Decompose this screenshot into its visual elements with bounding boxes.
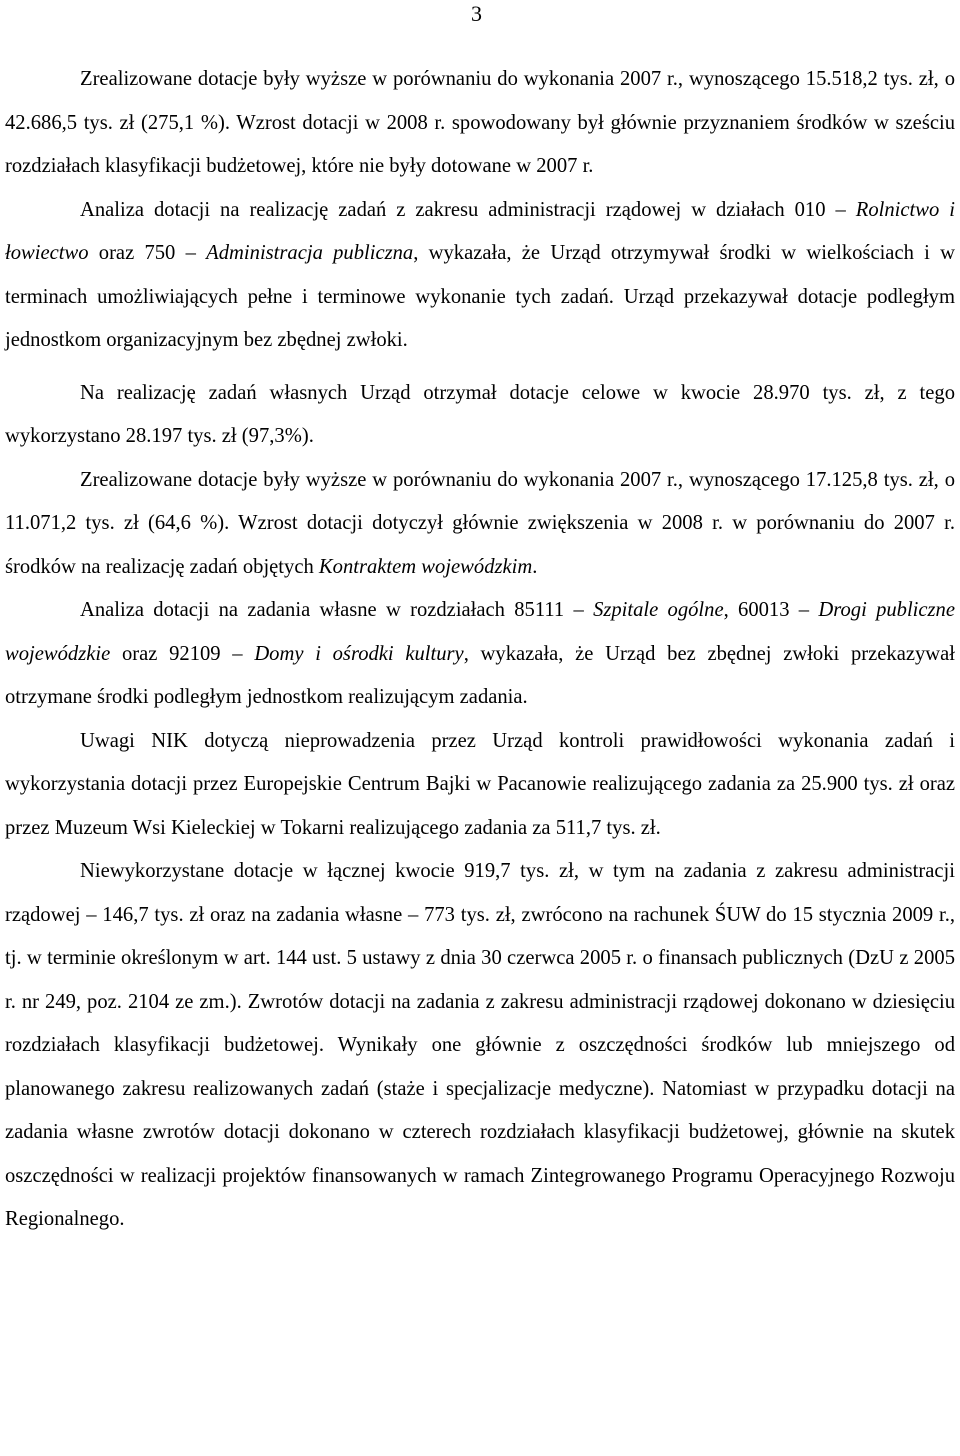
paragraph-2-text-c: oraz 750 – (88, 242, 207, 264)
paragraph-2-italic-administracja: Administracja publiczna (206, 242, 414, 264)
paragraph-5-text-e: oraz 92109 – (110, 642, 255, 665)
paragraph-2-italic-rolnictwo: Rolnictwo i łowiectwo (5, 198, 955, 264)
paragraph-5-italic-domy: Domy i ośrodki kultury (254, 642, 464, 665)
paragraph-4 (5, 459, 955, 590)
page-number: 3 (471, 1, 482, 26)
paragraph-5-italic-szpitale: Szpitale ogólne (593, 599, 724, 621)
paragraph-7: Niewykorzystane dotacje w łącznej kwocie 919,7 tys. zł, w tym na zadania z zakresu administracji rządowej – 146,7 tys. zł oraz na zadania własne – 773 tys. zł, zwrócono na rachunek ŚUW do 15 stycznia 2009 r., tj. w terminie określonym w art. 144 ust. 5 ustawy z dnia 30 czerwca 2005 r. o finansach publicznych (DzU z 2005 r. nr 249, poz. 2104 ze zm.). Zwrotów dotacji na zadania z zakresu administracji rządowej dokonano w dziesięciu rozdziałach klasyfikacji budżetowej. Wynikały one głównie z oszczędności środków lub mniejszego od planowanego zakresu realizowanych zadań (staże i specjalizacje medyczne). Natomiast w przypadku dotacji na zadania własne zwrotów dotacji dokonano w czterech rozdziałach klasyfikacji budżetowej, głównie na skutek oszczędności w realizacji projektów finansowanych w ramach Zintegrowanego Programu Operacyjnego Rozwoju Regionalnego. (5, 860, 955, 1230)
paragraph-4-text-a: Zrealizowane dotacje były wyższe w porównaniu do wykonania 2007 r., wynoszącego 17.125,8 tys. zł, o 11.071,2 tys. zł (64,6 %). Wzrost dotacji dotyczył głównie zwiększenia w 2008 r. w porównaniu do 2007 r. środków na realizację zadań objętych (5, 468, 955, 578)
paragraph-5-text-c: , 60013 – (723, 599, 819, 621)
paragraph-5-text-g: , wykazała, że Urząd bez zbędnej zwłoki przekazywał otrzymane środki podległym jednostkom realizującym zadania. (5, 642, 956, 708)
paragraph-2-text-a: Analiza dotacji na realizację zadań z zakresu administracji rządowej w działach 010 – (80, 198, 856, 221)
paragraph-4-italic-kontrakt: Kontraktem wojewódzkim (318, 555, 533, 578)
paragraph-6: Uwagi NIK dotyczą nieprowadzenia przez Urząd kontroli prawidłowości wykonania zadań i wykorzystania dotacji przez Europejskie Centrum Bajki w Pacanowie realizującego zadania za 25.900 tys. zł oraz przez Muzeum Wsi Kieleckiej w Tokarni realizującego zadania za 511,7 tys. zł. (5, 729, 955, 839)
paragraph-1: Zrealizowane dotacje były wyższe w porównaniu do wykonania 2007 r., wynoszącego 15.518,2 tys. zł, o 42.686,5 tys. zł (275,1 %). Wzrost dotacji w 2008 r. spowodowany był głównie przyznaniem środków w sześciu rozdziałach klasyfikacji budżetowej, które nie były dotowane w 2007 r. (5, 68, 955, 177)
document-body (5, 58, 955, 1242)
paragraph-5 (5, 589, 955, 720)
paragraph-4-text-c: . (532, 555, 538, 578)
paragraph-5-italic-drogi: Drogi publiczne wojewódzkie (5, 599, 955, 665)
paragraph-2-text-e: , wykazała, że Urząd otrzymywał środki w wielkościach i w terminach umożliwiających pełne i terminowe wykonanie tych zadań. Urząd przekazywał dotacje podległym jednostkom organizacyjnym bez zbędnej zwłoki. (5, 242, 955, 351)
paragraph-3: Na realizację zadań własnych Urząd otrzymał dotacje celowe w kwocie 28.970 tys. zł, z tego wykorzystano 28.197 tys. zł (97,3%). (5, 381, 955, 447)
paragraph-2 (5, 189, 955, 363)
paragraph-5-text-a: Analiza dotacji na zadania własne w rozdziałach 85111 – (80, 599, 594, 621)
